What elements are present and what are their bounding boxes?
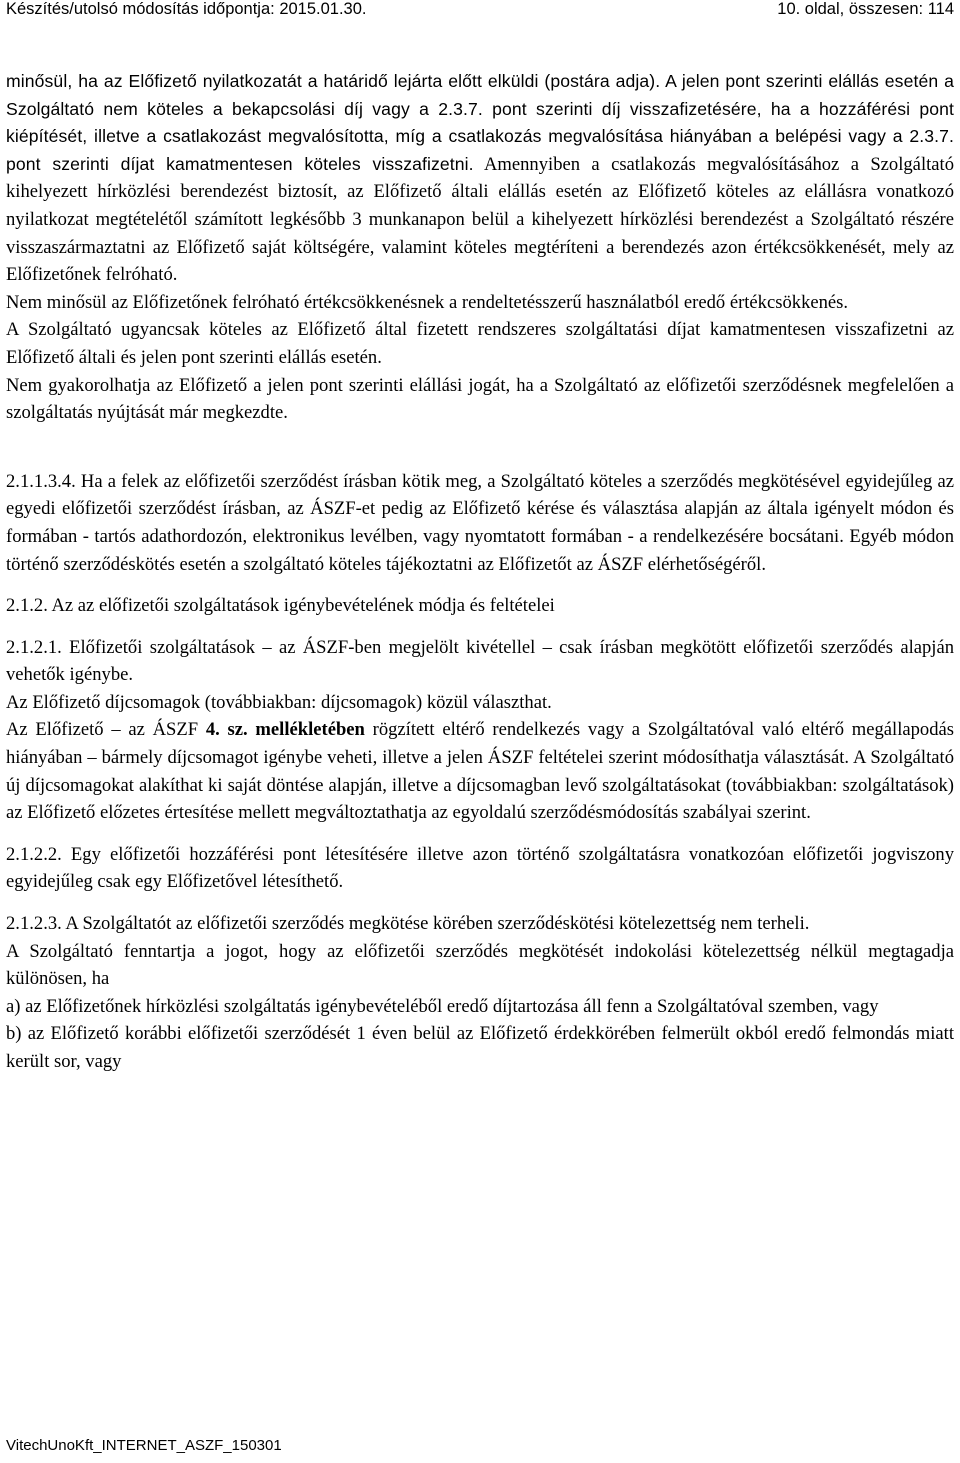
text-part: Az Előfizető – az ÁSZF (6, 719, 206, 741)
section-2-1-2-heading: 2.1.2. Az az előfizetői szolgáltatások igénybevételének módja és feltételei (6, 595, 555, 617)
list-item-b: b) az Előfizető korábbi előfizetői szerződését 1 éven belül az Előfizető érdekkörében felmerült okból eredő felmondás miatt került sor, vagy (6, 1023, 954, 1072)
section-2-1-2-1: 2.1.2.1. Előfizetői szolgáltatások – az ÁSZF-ben megjelölt kivétellel – csak írásban megkötött előfizetői szerződés alapján vehetők igénybe. (6, 636, 954, 686)
page-header (6, 0, 954, 22)
document-body (6, 68, 954, 1076)
section-2-1-2-3: 2.1.2.3. A Szolgáltatót az előfizetői szerződés megkötése körében szerződéskötési kötelezettség nem terheli. (6, 913, 810, 935)
serif-text: Amennyiben a csatlakozás megvalósításához a Szolgáltató kihelyezett hírközlési berendezést biztosít, az Előfizető általi elállás esetén az Előfizető köteles az elállásra vonatkozó nyilatkozat megtételétől számított legkésőbb 3 munkanapon belül a kihelyezett hírközlési berendezést a Szolgáltató részére visszaszármaztatni az Előfizető saját költségére, valamint köteles megtéríteni a berendezés azon értékcsökkenését, mely az Előfizetőnek felróható. (6, 153, 954, 286)
spacer (6, 896, 954, 910)
text-part: rögzített eltérő rendelkezés vagy a Szolgáltatóval való eltérő megállapodás hiányában – bármely díjcsomagot igénybe veheti, illetve a jelen ÁSZF feltételei szerint módosíthatja választását. A Szolgáltató új díjcsomagokat alakíthat ki saját döntése alapján, illetve a díjcsomagban levő szolgáltatásokat (továbbiakban: szolgáltatások) az Előfizető előzetes értesítése mellett megváltoztathatja az egyoldalú szerződésmódosítás szabályai szerint. (6, 719, 954, 824)
paragraph-depreciation: Nem minősül az Előfizetőnek felróható értékcsökkenésnek a rendeltetésszerű használatból eredő értékcsökkenés. (6, 291, 849, 313)
spacer (6, 427, 954, 468)
bold-reference: 4. sz. mellékletében (205, 719, 365, 741)
sans-text: minősül, ha az Előfizető nyilatkozatát a határidő lejárta előtt elküldi (postára adja). A jelen pont szerinti elállás esetén a Szolgáltató nem köteles a bekapcsolási díj vagy a 2.3.7. pont szerinti díj visszafizetésére, ha a hozzáférési pont kiépítését, illetve a csatlakozást megvalósította, míg a csatlakozás megvalósítása hiányában a belépési vagy a 2.3.7. pont szerinti díjat kamatmentesen köteles visszafizetni. (6, 71, 954, 174)
spacer (6, 620, 954, 634)
spacer (6, 827, 954, 841)
header-timestamp: Készítés/utolsó módosítás időpontja: 2015.01.30. (6, 0, 367, 18)
paragraph-right-to-refuse: A Szolgáltató fenntartja a jogot, hogy az előfizetői szerződés megkötését indokolási kötelezettség nélkül megtagadja különösen, ha (6, 940, 954, 990)
header-page-counter: 10. oldal, összesen: 114 (777, 0, 954, 18)
paragraph-refund: A Szolgáltató ugyancsak köteles az Előfizető által fizetett rendszeres szolgáltatási díjat kamatmentesen visszafizetni az Előfizető általi és jelen pont szerinti elállás esetén. (6, 319, 954, 368)
paragraph-withdrawal (6, 68, 954, 289)
paragraph-package-choice (6, 716, 954, 826)
section-2-1-2-2: 2.1.2.2. Egy előfizetői hozzáférési pont létesítésére illetve azon történő szolgáltatásra vonatkozóan előfizetői jogviszony egyidejűleg csak egy Előfizetővel létesíthető. (6, 843, 954, 893)
section-2-1-1-3-4: 2.1.1.3.4. Ha a felek az előfizetői szerződést írásban kötik meg, a Szolgáltató köteles a szerződés megkötésével egyidejűleg az egyedi előfizetői szerződést írásban, az ÁSZF-et pedig az Előfizető kérése és választása alapján az általa igényelt módon és formában - tartós adathordozón, elektronikus levélben, vagy nyomtatott formában - a rendelkezésére bocsátani. Egyéb módon történő szerződéskötés esetén a szolgáltató köteles tájékoztatni az Előfizetőt az ÁSZF elérhetőségéről. (6, 470, 954, 575)
paragraph-no-withdrawal: Nem gyakorolhatja az Előfizető a jelen pont szerinti elállási jogát, ha a Szolgáltató az előfizetői szerződésnek megfelelően a szolgáltatás nyújtását már megkezdte. (6, 374, 954, 424)
page-footer: VitechUnoKft_INTERNET_ASZF_150301 (6, 1437, 282, 1454)
spacer (6, 578, 954, 592)
paragraph-packages: Az Előfizető díjcsomagok (továbbiakban: díjcsomagok) közül választhat. (6, 691, 552, 713)
list-item-a: a) az Előfizetőnek hírközlési szolgáltatás igénybevételéből eredő díjtartozása áll fenn a Szolgáltatóval szemben, vagy (6, 995, 879, 1017)
